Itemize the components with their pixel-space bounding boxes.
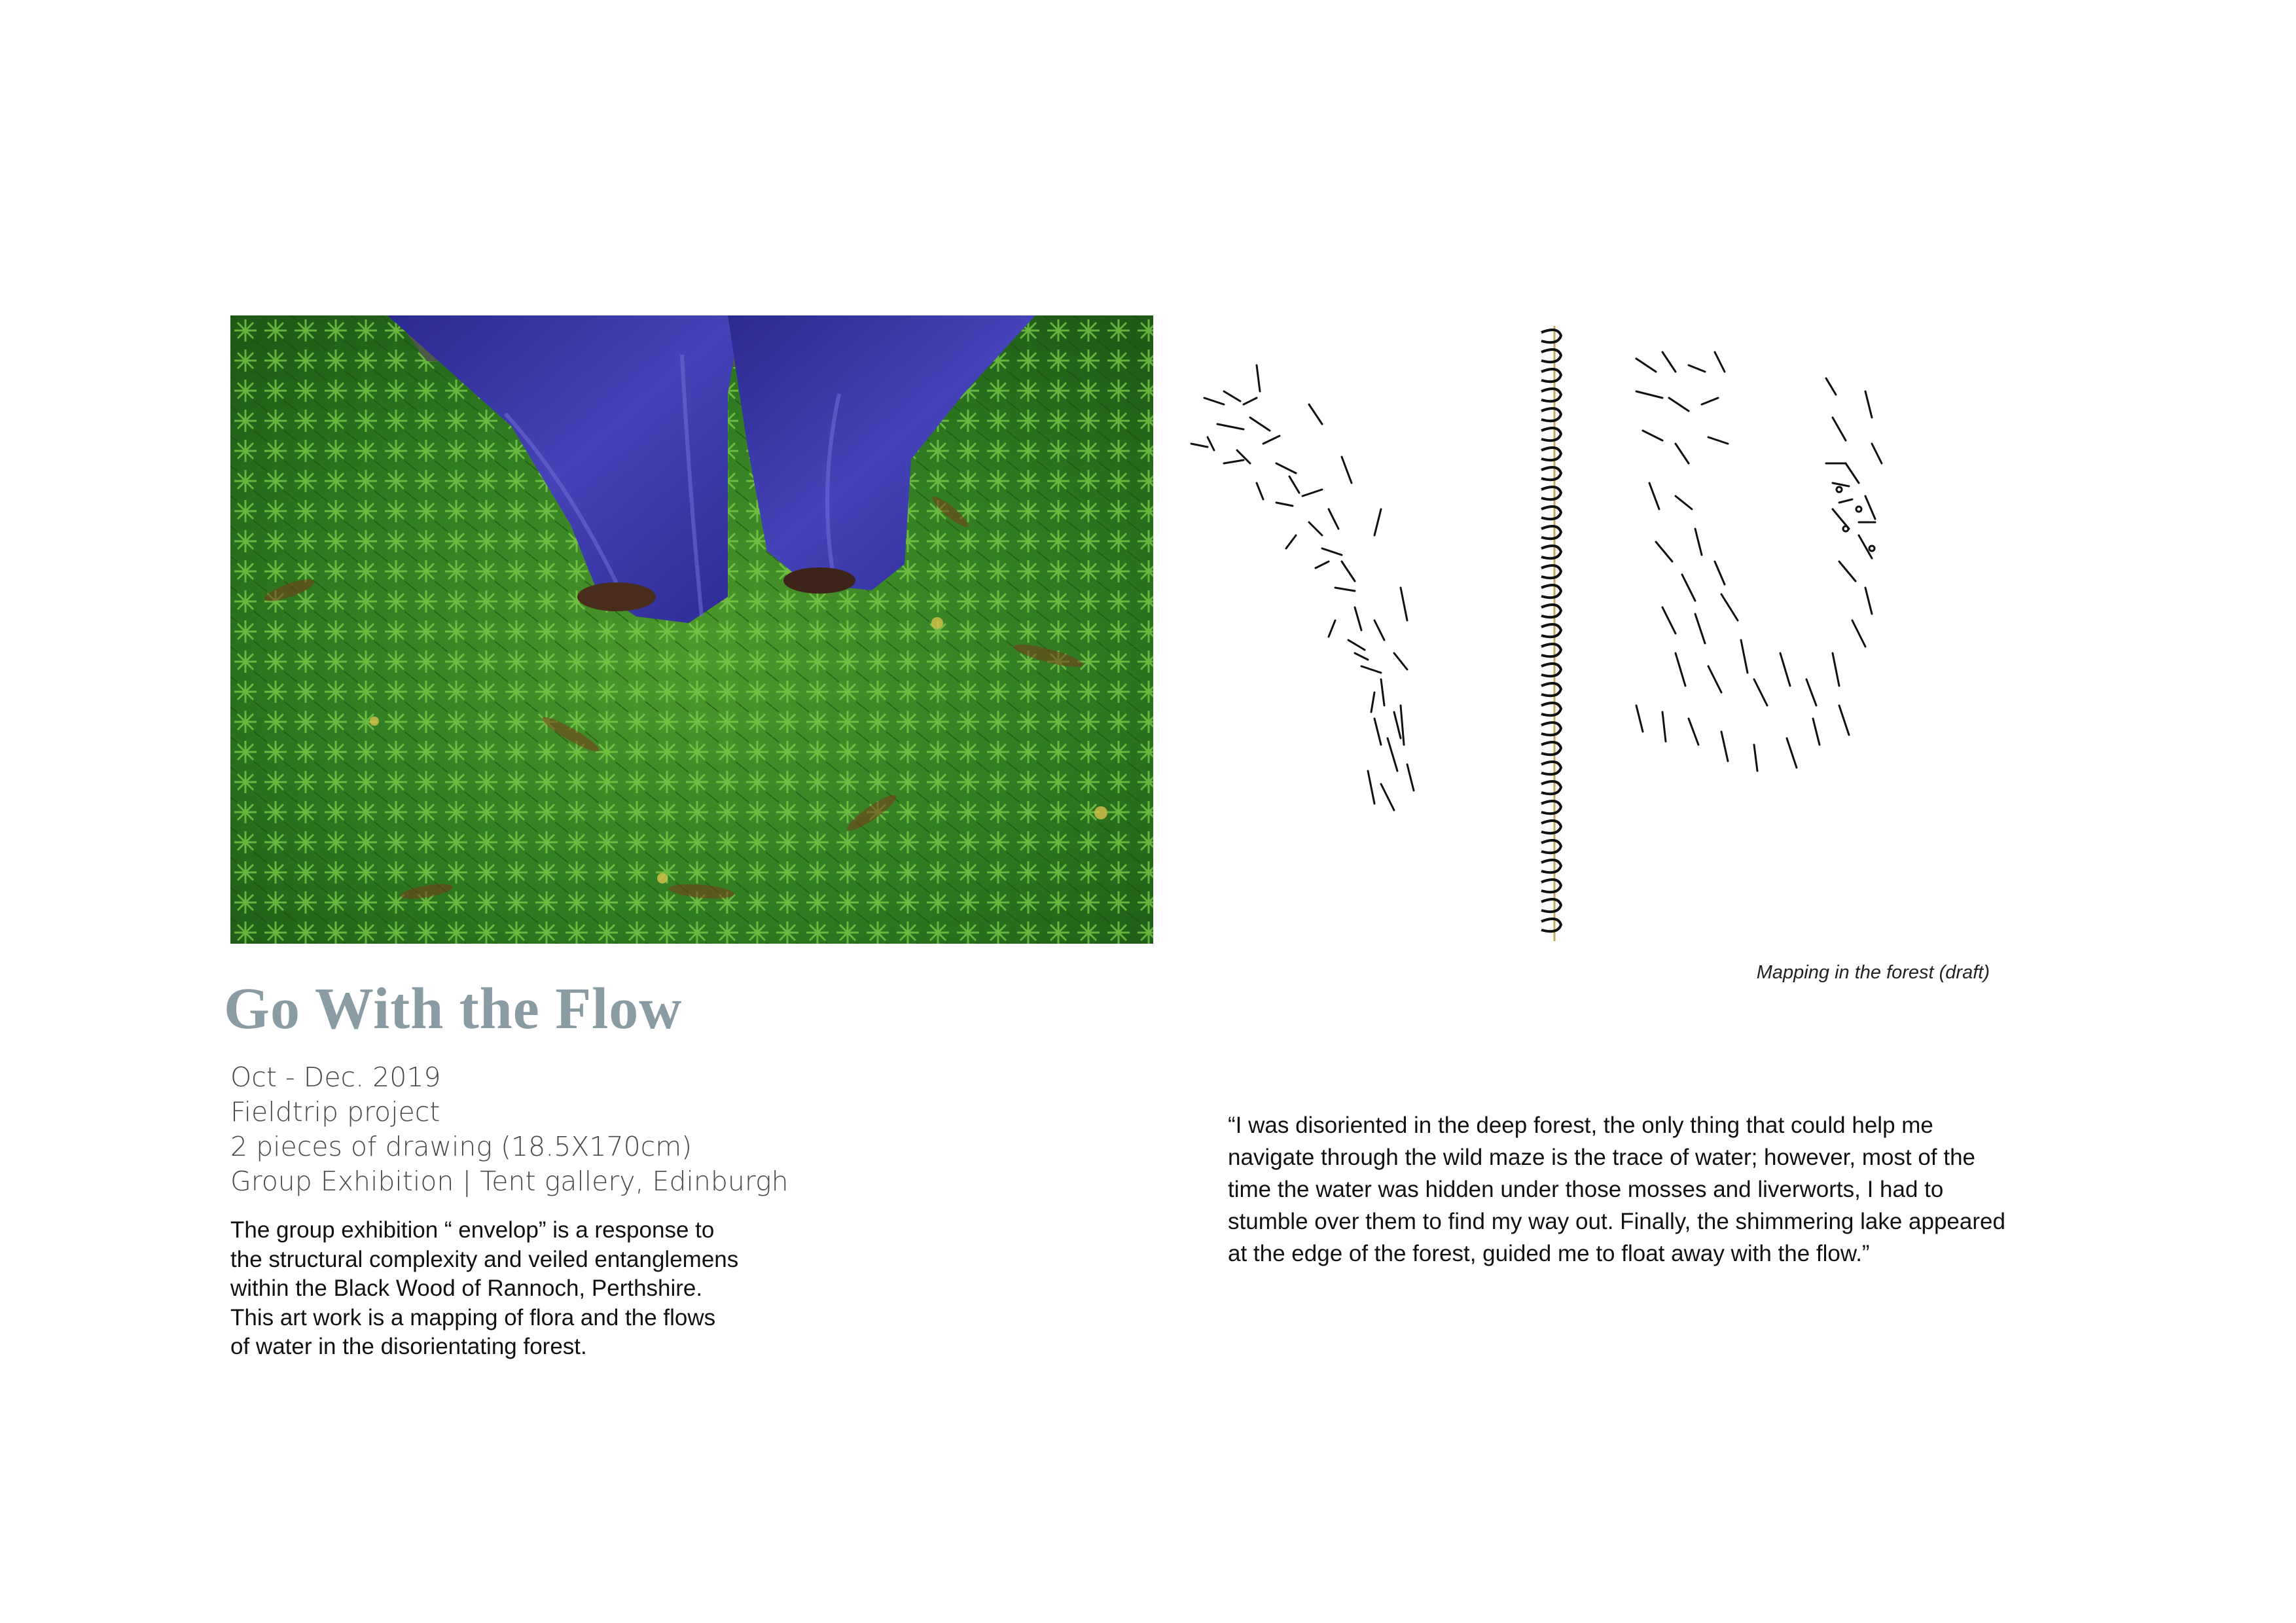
sketch-caption: Mapping in the forest (draft) (1756, 962, 1990, 983)
project-title: Go With the Flow (224, 976, 683, 1041)
quote-line: stumble over them to find my way out. Finally, the shimmering lake appeared (1228, 1209, 2005, 1234)
project-meta (230, 1060, 789, 1199)
quote-line: at the edge of the forest, guided me to float away with the flow.” (1228, 1241, 1870, 1266)
moss-photo-graphic (230, 315, 1153, 944)
sketchbook-drawing (1178, 313, 1996, 948)
quote-line: time the water was hidden under those mosses and liverworts, I had to (1228, 1177, 1944, 1202)
description-line: within the Black Wood of Rannoch, Perthshire. (230, 1275, 703, 1301)
description-line: The group exhibition “ envelop” is a response to (230, 1217, 715, 1243)
quote-line: navigate through the wild maze is the trace of water; however, most of the (1228, 1145, 1975, 1170)
photo-feet-on-moss (230, 315, 1153, 944)
description-line: of water in the disorientating forest. (230, 1334, 587, 1359)
sketch-graphic (1178, 313, 1996, 948)
description-line: This art work is a mapping of flora and the flows (230, 1304, 716, 1330)
project-pieces: 2 pieces of drawing (18.5X170cm) (230, 1131, 692, 1162)
project-description (230, 1216, 819, 1362)
description-line: the structural complexity and veiled entanglemens (230, 1246, 739, 1272)
project-date: Oct - Dec. 2019 (230, 1061, 441, 1093)
artist-quote (1228, 1109, 2131, 1270)
project-exhibition: Group Exhibition | Tent gallery, Edinburgh (230, 1166, 789, 1197)
project-type: Fieldtrip project (230, 1096, 440, 1128)
quote-line: “I was disoriented in the deep forest, the only thing that could help me (1228, 1113, 1933, 1138)
